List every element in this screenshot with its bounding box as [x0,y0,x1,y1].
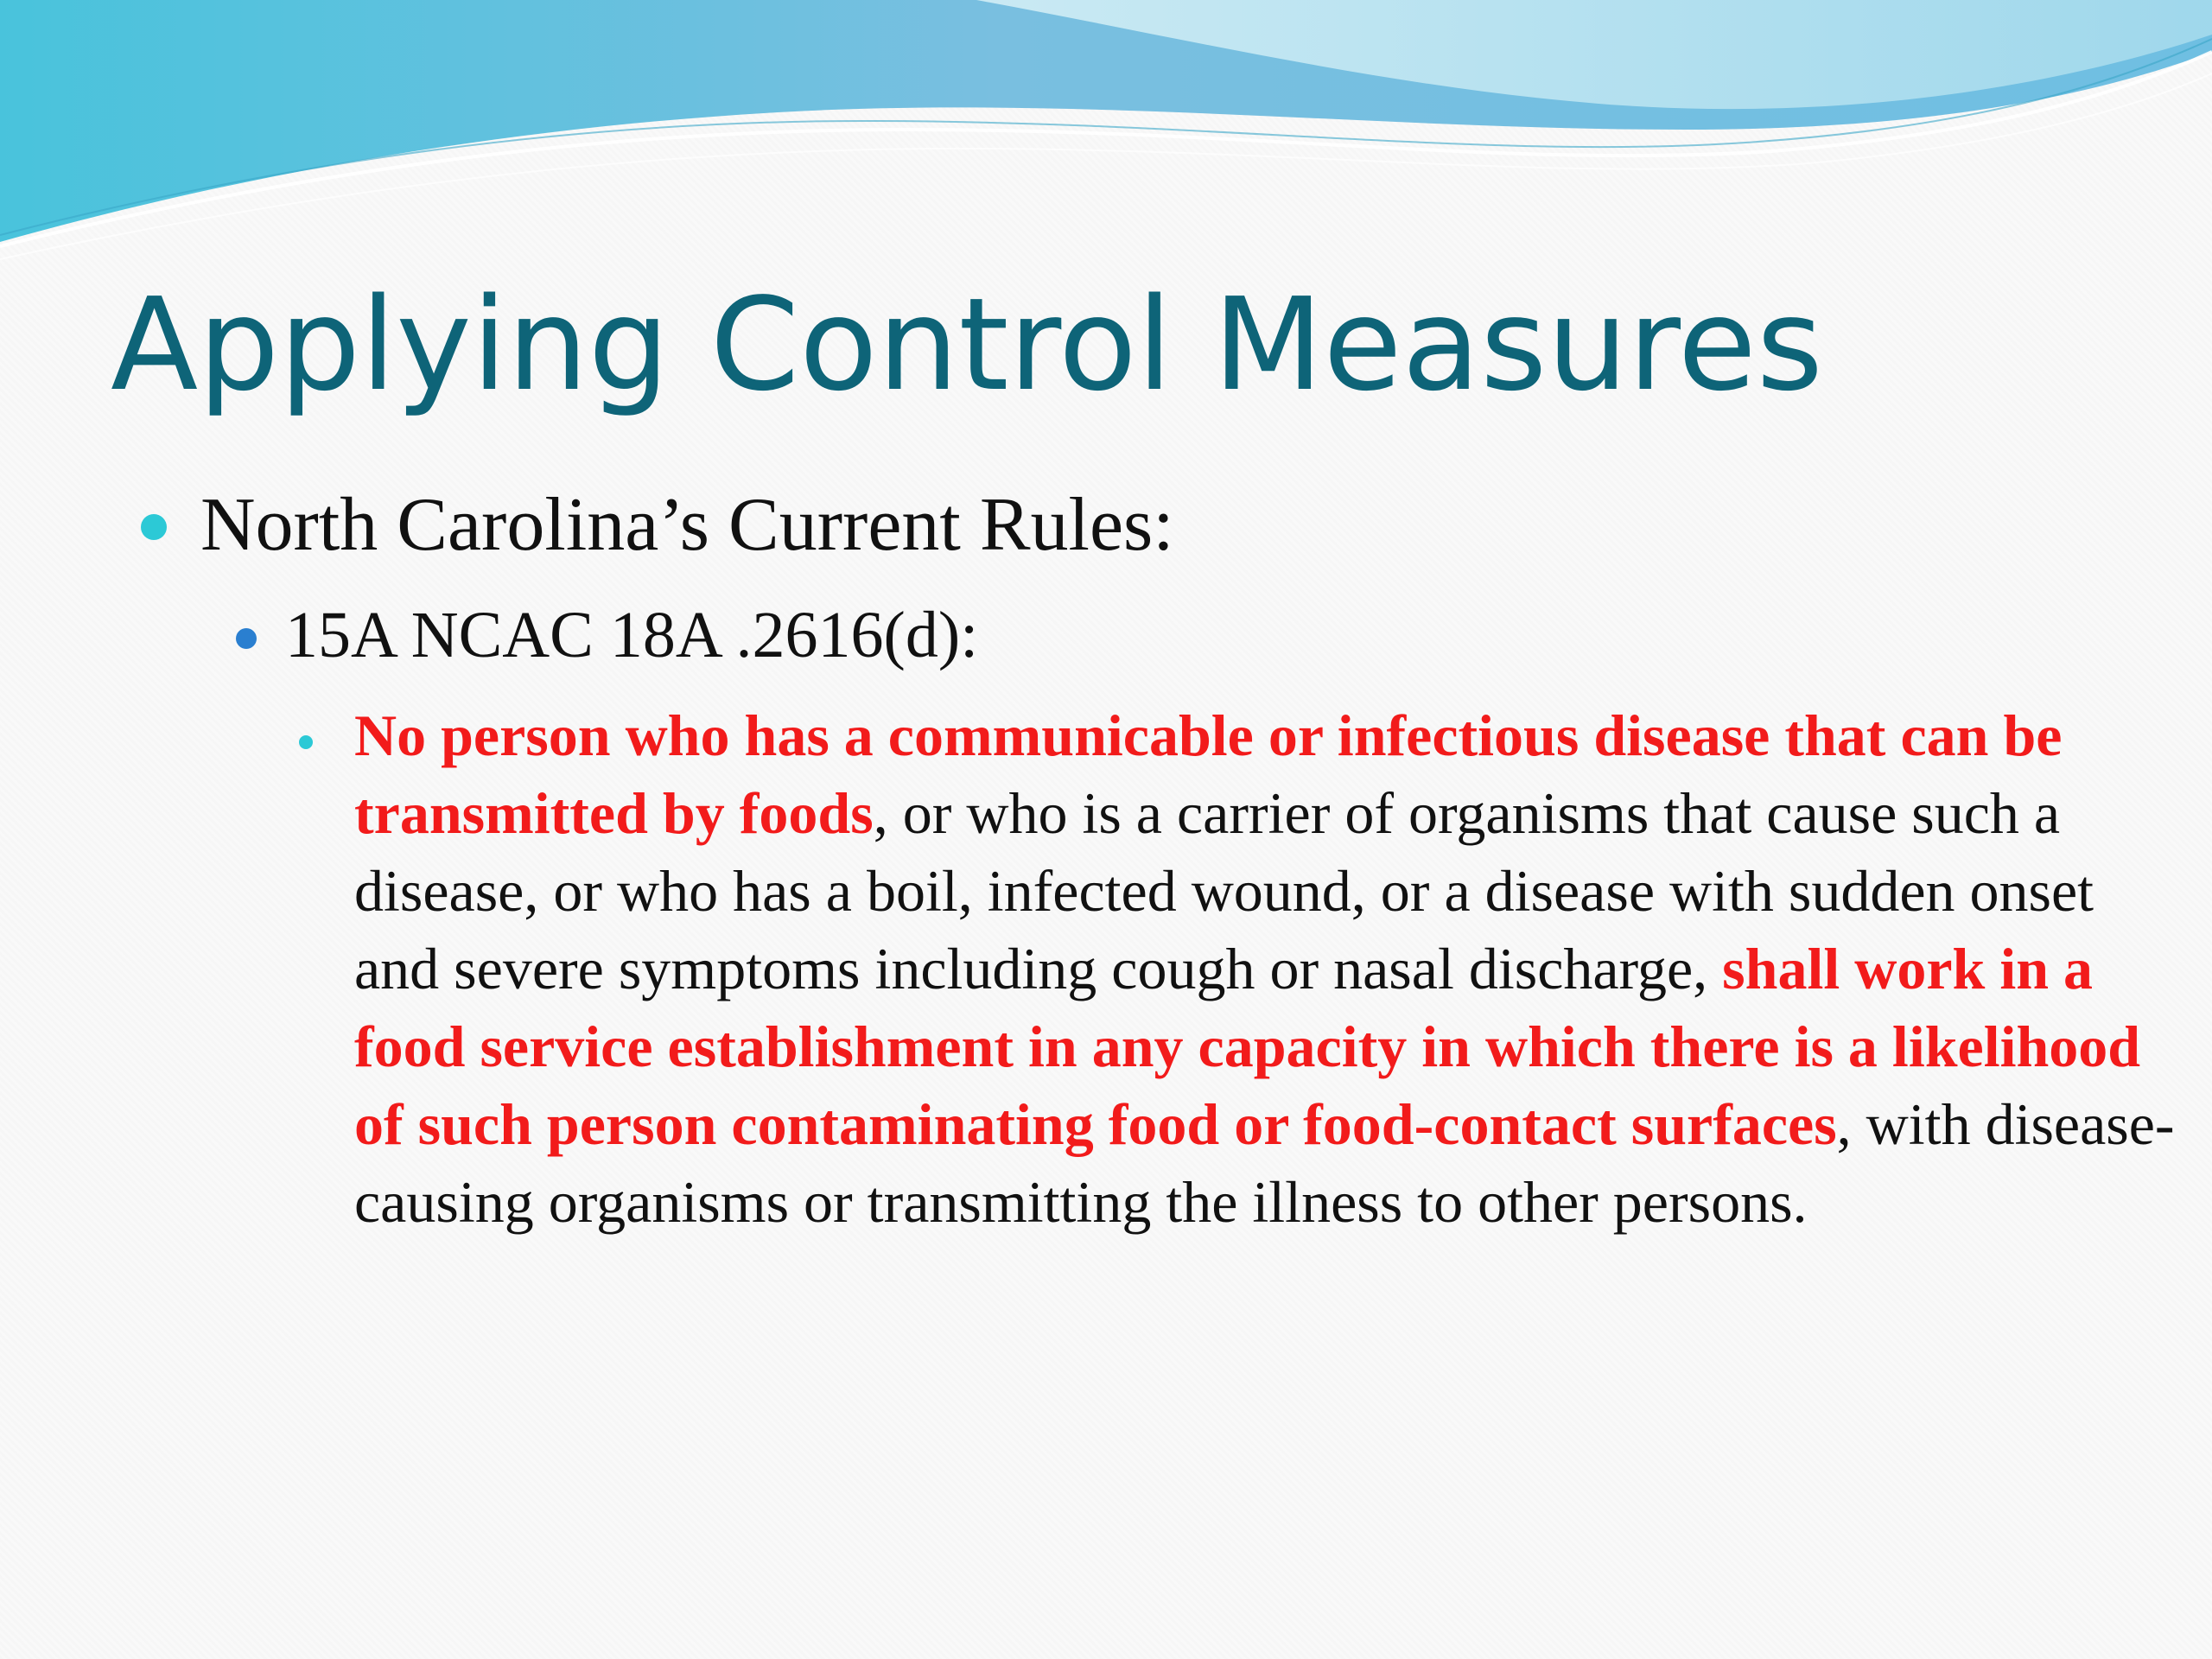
normal-text-2: , with disease-causing organisms or transmitting the illness to other persons. [354,1091,2175,1235]
emphasis-text-2: shall work in a food service establishment in any capacity in which there is a likelihood of such person contaminating food or food-contact surfaces [354,936,2141,1157]
bullet-level1-text: North Carolina’s Current Rules: [200,483,1174,567]
bullet-level3-paragraph [354,696,2177,1241]
bullet-level2-text: 15A NCAC 18A .2616(d): [285,599,979,671]
slide-title: Applying Control Measures [111,270,1823,419]
bullet-level1-icon [141,514,167,540]
bullet-level3-icon [299,735,313,749]
header-wave-decoration [0,0,2212,285]
normal-text-1: , or who is a carrier of organisms that cause such a disease, or who has a boil, infected wound, or a disease with sudden onset and severe symptoms including cough or nasal discharge, [354,780,2094,1001]
emphasis-text-1: No person who has a communicable or infectious disease that can be transmitted by foods [354,702,2063,846]
bullet-level2-icon [236,628,257,649]
